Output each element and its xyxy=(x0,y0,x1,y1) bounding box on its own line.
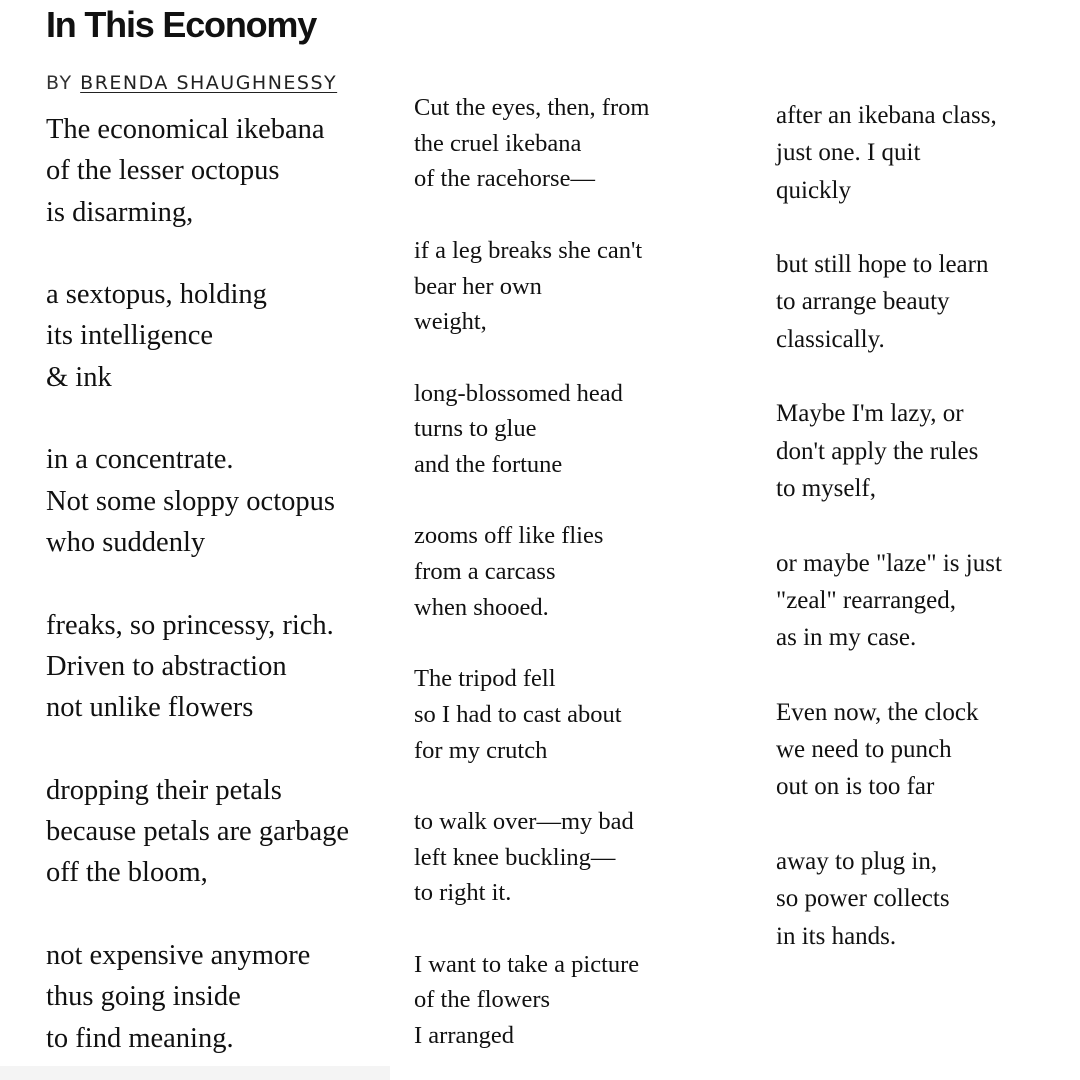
poem-line: for my crutch xyxy=(414,736,548,764)
poem-line: its intelligence xyxy=(46,320,213,352)
poem-title: In This Economy xyxy=(46,4,317,45)
stanza xyxy=(414,518,754,625)
poem-line: from a carcass xyxy=(414,558,556,586)
stanza xyxy=(414,90,754,197)
poem-line: of the flowers xyxy=(414,986,551,1014)
poem-line: in a concentrate. xyxy=(46,444,234,476)
poem-line: and the fortune xyxy=(414,451,563,478)
poem-line: I arranged xyxy=(414,1022,514,1050)
poem-line: to myself, xyxy=(776,474,876,502)
stanza xyxy=(776,395,1076,507)
stanza xyxy=(414,376,754,483)
poem-line: to right it. xyxy=(414,879,512,907)
poem-line: of the racehorse— xyxy=(414,165,595,193)
poem-line: zooms off like flies xyxy=(414,522,604,550)
stanza xyxy=(46,770,396,894)
poem-line: who suddenly xyxy=(46,526,206,558)
poem-line: Driven to abstraction xyxy=(46,650,287,682)
poem-line: off the bloom, xyxy=(46,857,208,889)
stanza xyxy=(46,439,396,563)
poem-column-3 xyxy=(776,97,1076,955)
poem-line: to find meaning. xyxy=(46,1022,234,1054)
poem-line: freaks, so princessy, rich. xyxy=(46,609,334,641)
poem-line: quickly xyxy=(776,176,851,204)
stanza xyxy=(414,947,754,1054)
poem-line: the cruel ikebana xyxy=(414,129,582,157)
byline-prefix: BY xyxy=(46,72,73,94)
poem-line: not unlike flowers xyxy=(46,692,254,724)
poem-line: weight, xyxy=(414,308,487,336)
poem-line: or maybe "laze" is just xyxy=(776,549,1002,577)
poem-line: if a leg breaks she can't xyxy=(414,236,643,264)
stanza xyxy=(776,97,1076,209)
poem-line: as in my case. xyxy=(776,624,917,652)
poem-line: The tripod fell xyxy=(414,665,556,693)
stanza xyxy=(776,694,1076,806)
poem-line: "zeal" rearranged, xyxy=(776,586,957,614)
stanza xyxy=(46,605,396,729)
poem-line: left knee buckling— xyxy=(414,843,616,871)
stanza xyxy=(414,661,754,768)
poem-line: & ink xyxy=(46,361,112,393)
poem-line: but still hope to learn xyxy=(776,251,989,279)
poem-line: Maybe I'm lazy, or xyxy=(776,400,964,428)
poem-line: in its hands. xyxy=(776,922,897,950)
poem-line: a sextopus, holding xyxy=(46,279,267,311)
stanza xyxy=(776,246,1076,358)
stanza xyxy=(414,233,754,340)
poem-column-2 xyxy=(414,90,754,1054)
poem-line: we need to punch xyxy=(776,736,952,764)
stanza xyxy=(46,935,396,1059)
poem-line: The economical ikebana xyxy=(46,114,325,145)
poem-line: dropping their petals xyxy=(46,774,282,806)
poem-line: so I had to cast about xyxy=(414,700,622,728)
poem-line: to walk over—my bad xyxy=(414,807,634,835)
poem-line: away to plug in, xyxy=(776,847,938,875)
author-link[interactable]: BRENDA SHAUGHNESSY xyxy=(80,72,338,94)
poem-line: to arrange beauty xyxy=(776,288,950,316)
poem-column-1 xyxy=(46,109,396,1059)
poem-line: I want to take a picture xyxy=(414,950,640,978)
poem-line: bear her own xyxy=(414,272,542,300)
poem-line: because petals are garbage xyxy=(46,816,350,848)
stanza xyxy=(46,274,396,398)
poem-line: is disarming, xyxy=(46,196,194,228)
poem-line: of the lesser octopus xyxy=(46,155,280,187)
poem-line: thus going inside xyxy=(46,981,241,1013)
poem-line: don't apply the rules xyxy=(776,437,979,465)
poem-line: when shooed. xyxy=(414,593,549,621)
poem-line: just one. I quit xyxy=(776,139,921,167)
poem-line: Cut the eyes, then, from xyxy=(414,94,650,121)
poem-line: so power collects xyxy=(776,885,950,913)
stanza xyxy=(776,545,1076,657)
poem-line: not expensive anymore xyxy=(46,939,311,971)
poem-line: long-blossomed head xyxy=(414,379,623,407)
poem-line: turns to glue xyxy=(414,415,537,443)
stanza xyxy=(776,843,1076,955)
stanza xyxy=(46,109,396,233)
byline xyxy=(46,71,337,95)
poem-line: Not some sloppy octopus xyxy=(46,485,335,517)
poem-line: Even now, the clock xyxy=(776,698,979,726)
poem-line: out on is too far xyxy=(776,773,935,801)
stanza xyxy=(414,804,754,911)
poem-line: after an ikebana class, xyxy=(776,102,997,129)
poem-line: classically. xyxy=(776,325,885,353)
bottom-strip xyxy=(0,1066,390,1080)
